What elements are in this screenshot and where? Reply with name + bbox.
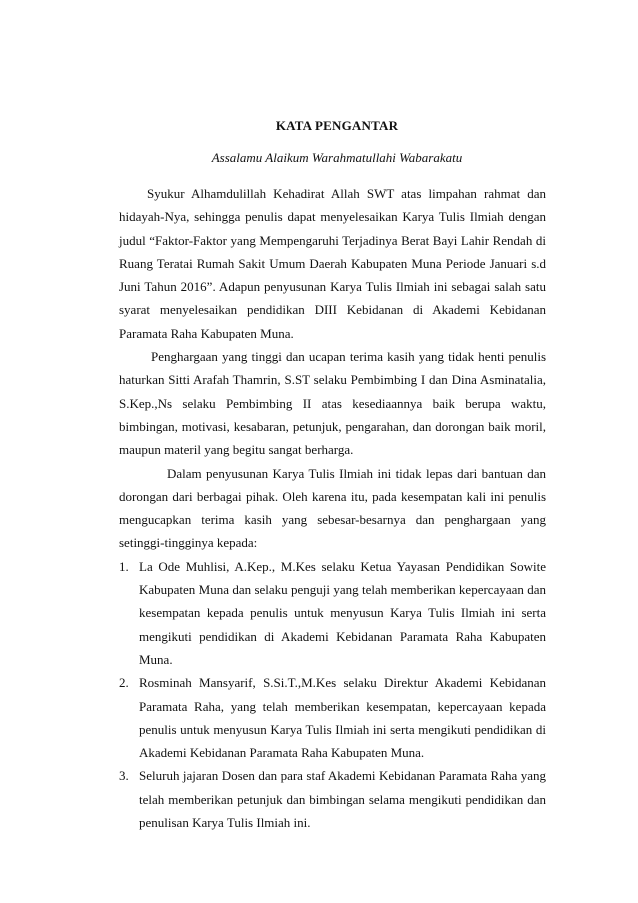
thanks-list bbox=[119, 555, 546, 835]
list-item-text: Rosminah Mansyarif, S.Si.T.,M.Kes selaku Direktur Akademi Kebidanan Paramata Raha, yang telah memberikan kesempatan, kepercayaan kepada penulis untuk menyusun Karya Tulis Ilmiah ini serta mengikuti pendidikan di Akademi Kebidanan Paramata Raha Kabupaten Muna. bbox=[139, 675, 546, 761]
body-text bbox=[119, 182, 546, 834]
paragraph-thanks-intro: Dalam penyusunan Karya Tulis Ilmiah ini tidak lepas dari bantuan dan dorongan dari berbagai pihak. Oleh karena itu, pada kesempatan kali ini penulis mengucapkan terima kasih yang sebesar-besarnya dan penghargaan yang setinggi-tingginya kepada: bbox=[119, 465, 546, 551]
list-item bbox=[119, 671, 546, 764]
list-item-number: 2. bbox=[119, 675, 129, 691]
list-item-number: 1. bbox=[119, 558, 129, 574]
list-item-text: Seluruh jajaran Dosen dan para staf Akademi Kebidanan Paramata Raha yang telah memberikan petunjuk dan bimbingan selama mengikuti pendidikan dan penulisan Karya Tulis Ilmiah ini. bbox=[139, 768, 546, 831]
page-title: KATA PENGANTAR bbox=[275, 118, 399, 133]
list-item-number: 3. bbox=[119, 768, 129, 784]
list-item-text: La Ode Muhlisi, A.Kep., M.Kes selaku Ketua Yayasan Pendidikan Sowite Kabupaten Muna dan selaku penguji yang telah memberikan kepercayaan dan kesempatan kepada penulis untuk menyusun Karya Tulis Ilmiah ini serta mengikuti pendidikan di Akademi Kebidanan Paramata Raha Kabupaten Muna. bbox=[139, 558, 546, 667]
list-item bbox=[119, 555, 546, 671]
greeting-line: Assalamu Alaikum Warahmatullahi Wabarakatu bbox=[211, 150, 463, 165]
list-item bbox=[119, 764, 546, 834]
paragraph-acknowledgement: Penghargaan yang tinggi dan ucapan terima kasih yang tidak henti penulis haturkan Sitti Arafah Thamrin, S.ST selaku Pembimbing I dan Dina Asminatalia, S.Kep.,Ns selaku Pembimbing II atas kesediaannya baik berupa waktu, bimbingan, motivasi, kesabaran, petunjuk, pengarahan, dan dorongan baik moril, maupun materil yang begitu sangat berharga. bbox=[119, 349, 546, 458]
paragraph-intro: Syukur Alhamdulillah Kehadirat Allah SWT atas limpahan rahmat dan hidayah-Nya, sehingga penulis dapat menyelesaikan Karya Tulis Ilmiah dengan judul “Faktor-Faktor yang Mempengaruhi Terjadinya Berat Bayi Lahir Rendah di Ruang Teratai Rumah Sakit Umum Daerah Kabupaten Muna Periode Januari s.d Juni Tahun 2016”. Adapun penyusunan Karya Tulis Ilmiah ini sebagai salah satu syarat menyelesaikan pendidikan DIII Kebidanan di Akademi Kebidanan Paramata Raha Kabupaten Muna. bbox=[119, 186, 546, 341]
